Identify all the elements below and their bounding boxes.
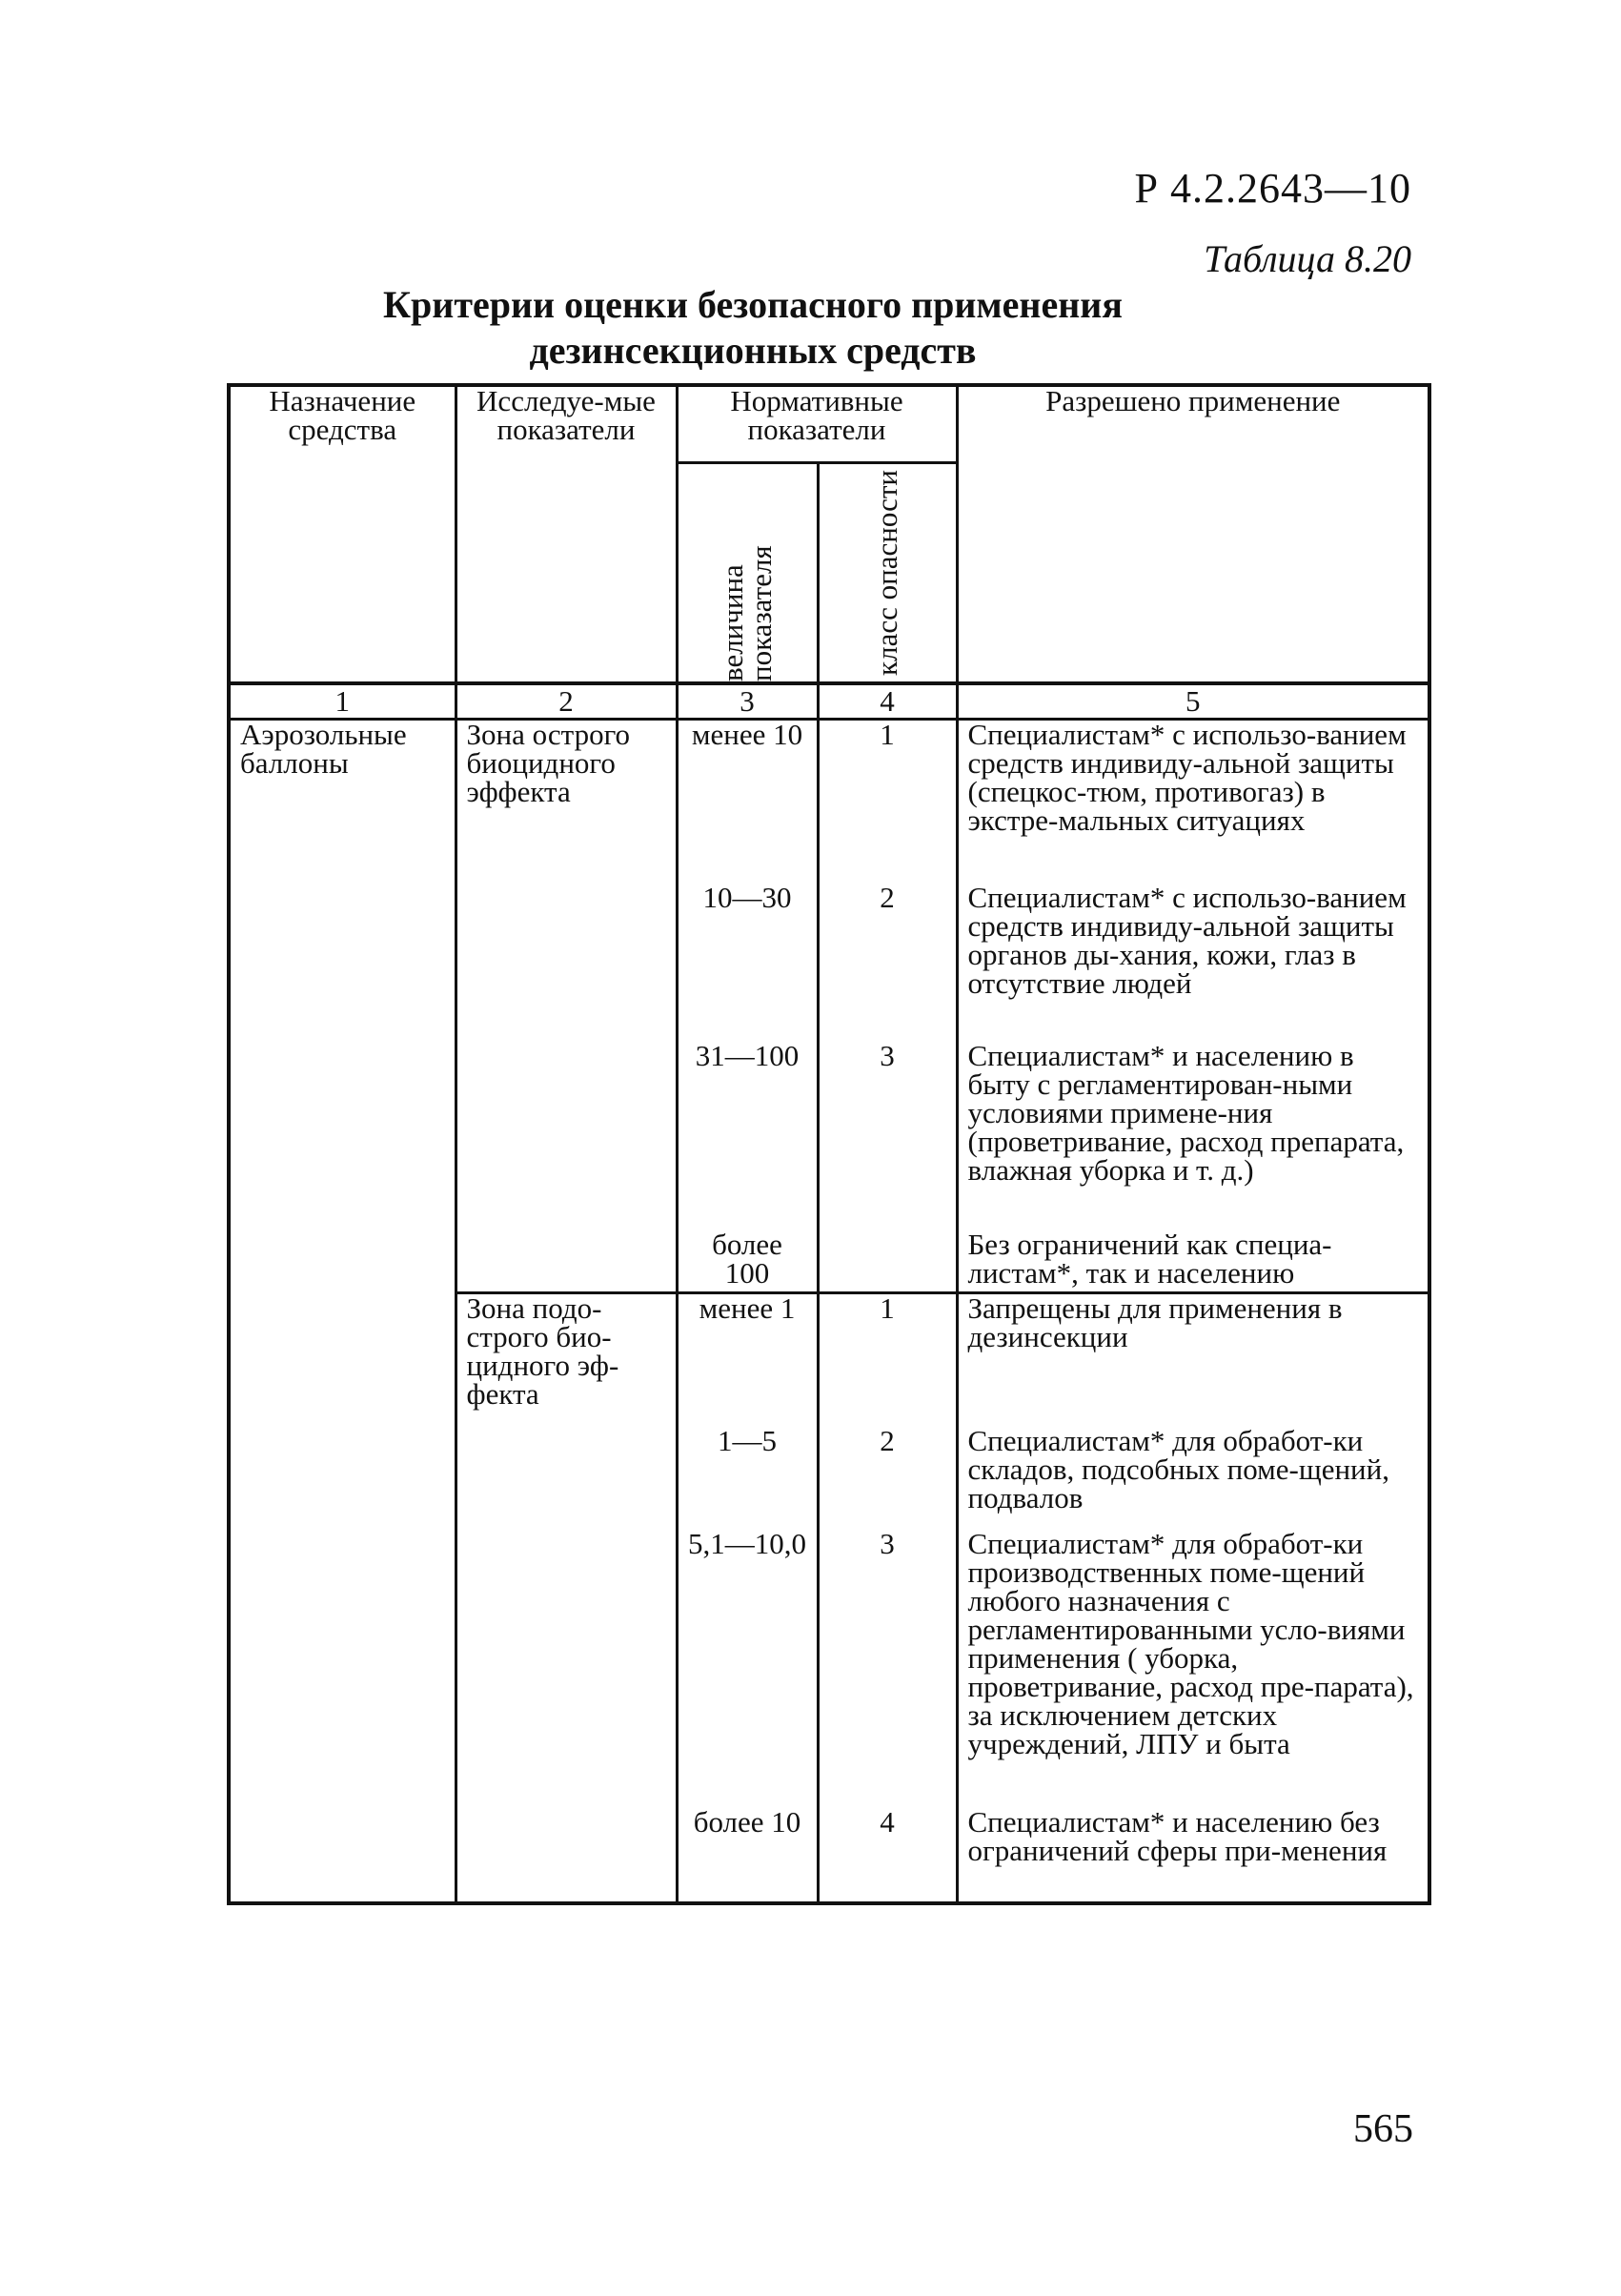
- allowed-cell: Специалистам* для обработ-ки производственных поме-щений любого назначения с регламентированными усло-виями применения ( уборка, проветривание, расход пре-парата), за исключением детских учреждений, ЛПУ и быта: [957, 1530, 1429, 1808]
- class-cell: 3: [818, 1042, 957, 1230]
- header-value: величина показателя: [716, 545, 778, 681]
- allowed-cell: Специалистам* и населению без ограничений сферы при-менения: [957, 1808, 1429, 1903]
- column-number: 2: [456, 683, 677, 720]
- criteria-table: [227, 383, 1431, 1905]
- page-number: 565: [1353, 2107, 1413, 2151]
- table-label: Таблица 8.20: [1204, 237, 1411, 280]
- table-row: [229, 720, 1429, 884]
- class-cell: 2: [818, 1427, 957, 1530]
- column-number: 1: [229, 683, 456, 720]
- class-cell: 1: [818, 1293, 957, 1427]
- allowed-cell: Специалистам* и населению в быту с регламентирован-ными условиями примене-ния (проветривание, расход препарата, влажная уборка и т. д.): [957, 1042, 1429, 1230]
- column-number: 4: [818, 683, 957, 720]
- title-line-1: Критерии оценки безопасного применения: [383, 283, 1123, 326]
- indicator-cell: Зона острого биоцидного эффекта: [456, 720, 677, 1293]
- value-cell: 5,1—10,0: [677, 1530, 818, 1808]
- title-line-2: дезинсекционных средств: [529, 329, 977, 372]
- allowed-cell: Специалистам* с использо-ванием средств индивиду-альной защиты (спецкос-тюм, противогаз) в экстре-мальных ситуациях: [957, 720, 1429, 884]
- class-cell: 3: [818, 1530, 957, 1808]
- column-number: 3: [677, 683, 818, 720]
- value-cell: менее 1: [677, 1293, 818, 1427]
- header-indicators: Исследуе-мые показатели: [456, 385, 677, 683]
- allowed-cell: Специалистам* для обработ-ки складов, подсобных поме-щений, подвалов: [957, 1427, 1429, 1530]
- allowed-cell: Специалистам* с использо-ванием средств индивиду-альной защиты органов ды-хания, кожи, глаз в отсутствие людей: [957, 884, 1429, 1042]
- document-code: Р 4.2.2643—10: [1134, 165, 1411, 212]
- allowed-cell: Без ограничений как специа-листам*, так и населению: [957, 1230, 1429, 1293]
- indicator-cell: Зона подо-строго био-цидного эф-фекта: [456, 1293, 677, 1903]
- value-cell: 1—5: [677, 1427, 818, 1530]
- value-cell: более 100: [677, 1230, 818, 1293]
- header-normative: Нормативные показатели: [677, 385, 957, 463]
- table-title: [286, 282, 1220, 374]
- header-hazard-class: класс опасности: [870, 470, 903, 676]
- value-cell: 10—30: [677, 884, 818, 1042]
- header-purpose: Назначение средства: [229, 385, 456, 683]
- header-class-cell: [818, 463, 957, 684]
- header-value-cell: [677, 463, 818, 684]
- header-row: [229, 385, 1429, 463]
- value-cell: менее 10: [677, 720, 818, 884]
- column-number-row: [229, 683, 1429, 720]
- class-cell: 4: [818, 1808, 957, 1903]
- purpose-cell: Аэрозольные баллоны: [229, 720, 456, 1903]
- value-cell: более 10: [677, 1808, 818, 1903]
- allowed-cell: Запрещены для применения в дезинсекции: [957, 1293, 1429, 1427]
- value-cell: 31—100: [677, 1042, 818, 1230]
- column-number: 5: [957, 683, 1429, 720]
- class-cell: 2: [818, 884, 957, 1042]
- header-allowed-use: Разрешено применение: [957, 385, 1429, 683]
- class-cell: 1: [818, 720, 957, 884]
- class-cell: [818, 1230, 957, 1293]
